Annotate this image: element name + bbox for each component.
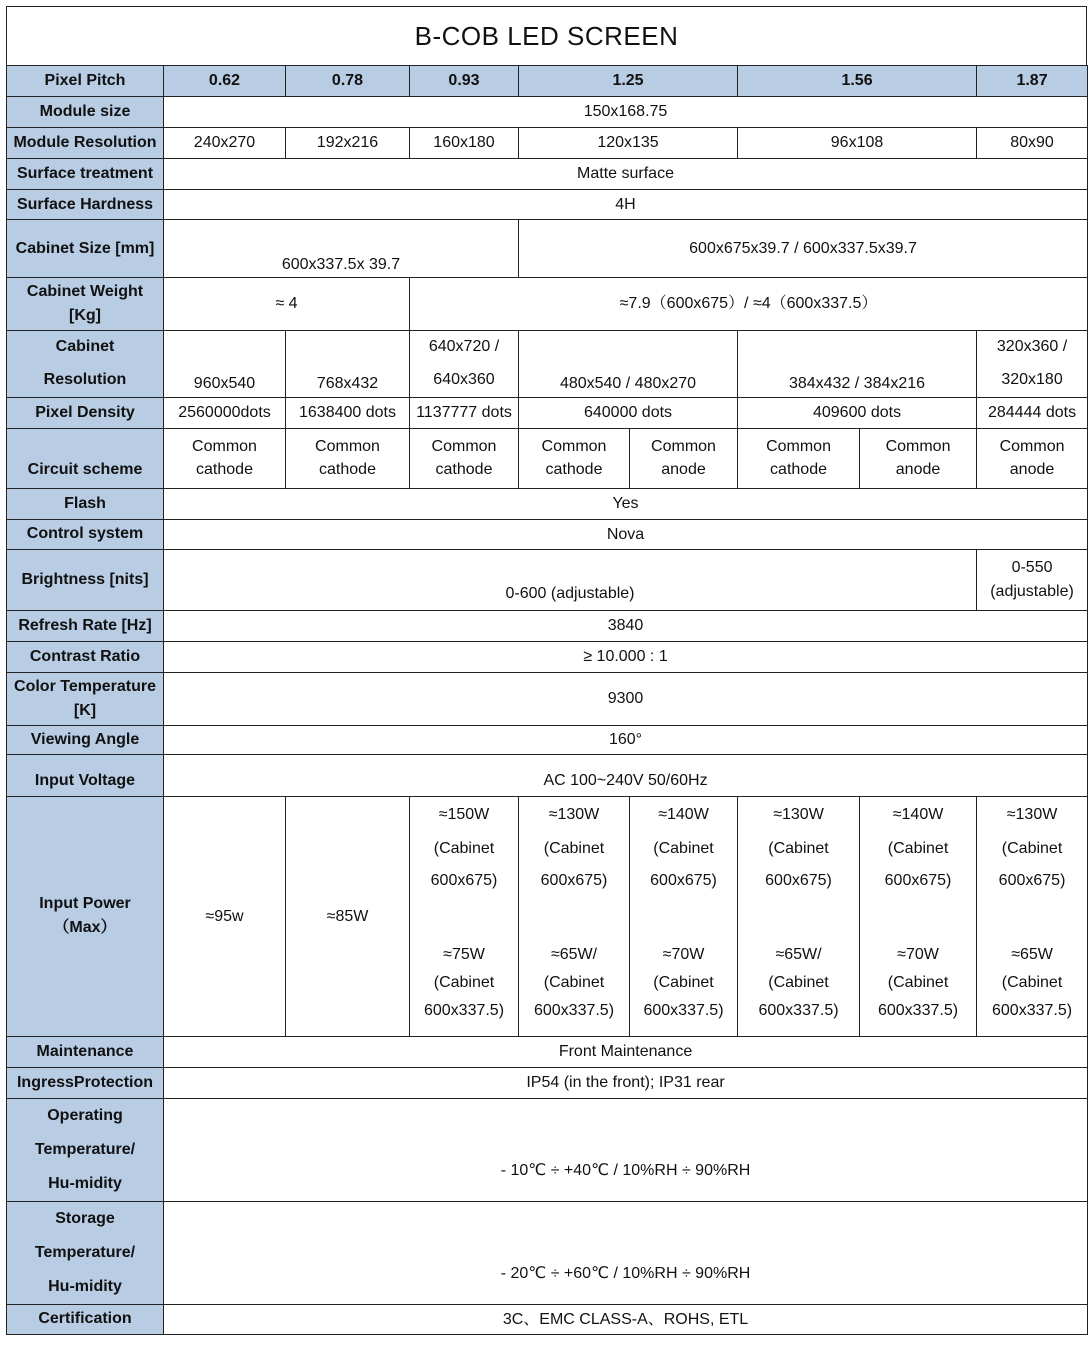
pitch-header: 1.25 <box>519 66 738 97</box>
row-label: Module Resolution <box>7 128 164 159</box>
row-label: Module size <box>7 97 164 128</box>
power-cell <box>630 796 738 1036</box>
cell-line: 320x180 <box>1001 370 1063 388</box>
table-cell: IP54 (in the front); IP31 rear <box>164 1067 1088 1098</box>
row-label: Maintenance <box>7 1036 164 1067</box>
table-cell: 3840 <box>164 610 1088 641</box>
power-half: ≈70W <box>897 945 939 963</box>
power-half: ≈75W <box>443 945 485 963</box>
power-full: ≈140W <box>658 805 709 823</box>
operating-row <box>7 1098 1088 1201</box>
table-cell: Front Maintenance <box>164 1036 1088 1067</box>
cabinet-size: 600x337.5) <box>423 1001 505 1019</box>
cell-line: 320x360 / <box>996 338 1068 355</box>
cabinet-word: (Cabinet <box>543 839 605 857</box>
cabinet-size: 600x675) <box>998 871 1066 889</box>
storage-row <box>7 1201 1088 1304</box>
table-cell: ≥ 10.000 : 1 <box>164 641 1088 672</box>
table-cell <box>977 331 1088 398</box>
table-cell: Common cathode <box>519 428 630 488</box>
table-cell: 0-550 (adjustable) <box>977 549 1088 610</box>
table-cell: - 10℃ ÷ +40℃ / 10%RH ÷ 90%RH <box>164 1098 1088 1201</box>
cabinet-word: (Cabinet <box>768 973 829 991</box>
row-label: Control system <box>7 519 164 549</box>
table-cell: 0-600 (adjustable) <box>164 549 977 610</box>
table-cell: 1638400 dots <box>286 397 410 428</box>
table-cell: Common anode <box>630 428 738 488</box>
maintenance-row <box>7 1036 1088 1067</box>
table-cell: Common anode <box>860 428 977 488</box>
cabinet-word: (Cabinet <box>1001 839 1063 857</box>
cabinet-size: 600x675) <box>430 871 498 889</box>
table-cell: 192x216 <box>286 128 410 159</box>
table-cell: Common anode <box>977 428 1088 488</box>
table-cell: 768x432 <box>286 331 410 398</box>
cabinet-weight-row <box>7 278 1088 331</box>
input-power-row <box>7 796 1088 1036</box>
row-label: Pixel Density <box>7 397 164 428</box>
row-label: Viewing Angle <box>7 725 164 754</box>
cabinet-size: 600x337.5) <box>758 1001 839 1019</box>
pitch-header: 0.62 <box>164 66 286 97</box>
row-label-line: Cabinet <box>55 338 115 355</box>
table-cell: Nova <box>164 519 1088 549</box>
sheet-title: B-COB LED SCREEN <box>6 6 1087 65</box>
table-cell: - 20℃ ÷ +60℃ / 10%RH ÷ 90%RH <box>164 1201 1088 1304</box>
pixel-pitch-label: Pixel Pitch <box>7 66 164 97</box>
pitch-header: 1.56 <box>738 66 977 97</box>
power-half: ≈65W/ <box>775 945 822 963</box>
power-half: ≈65W/ <box>550 945 598 963</box>
row-label <box>7 1201 164 1304</box>
certification-row <box>7 1304 1088 1334</box>
surface-treatment-row <box>7 159 1088 190</box>
row-label: Input Voltage <box>7 754 164 796</box>
cabinet-size-row <box>7 220 1088 278</box>
spec-sheet <box>6 6 1087 1335</box>
surface-hardness-row <box>7 190 1088 220</box>
row-label <box>7 796 164 1036</box>
table-cell: 3C、EMC CLASS-A、ROHS, ETL <box>164 1304 1088 1334</box>
row-label-line: Hu-midity <box>48 1174 122 1192</box>
table-cell: Common cathode <box>410 428 519 488</box>
power-cell <box>410 796 519 1036</box>
cabinet-size: 600x337.5) <box>992 1001 1073 1019</box>
module-size-value: 150x168.75 <box>164 97 1088 128</box>
table-cell: 640000 dots <box>519 397 738 428</box>
flash-row <box>7 488 1088 519</box>
table-cell: 4H <box>164 190 1088 220</box>
table-cell: 240x270 <box>164 128 286 159</box>
cabinet-resolution-row <box>7 331 1088 398</box>
row-label-line: Temperature/ <box>34 1140 136 1158</box>
row-label: Flash <box>7 488 164 519</box>
row-label-line: Hu-midity <box>48 1277 122 1295</box>
power-cell <box>860 796 977 1036</box>
table-cell: 960x540 <box>164 331 286 398</box>
module-size-row <box>7 97 1088 128</box>
row-label: Circuit scheme <box>7 428 164 488</box>
table-cell: ≈85W <box>286 796 410 1036</box>
table-cell: 284444 dots <box>977 397 1088 428</box>
table-cell <box>410 331 519 398</box>
pitch-header: 0.78 <box>286 66 410 97</box>
power-cell <box>519 796 630 1036</box>
row-label-line: Storage <box>55 1209 115 1227</box>
row-label-line: Temperature/ <box>34 1243 136 1261</box>
cabinet-size: 600x675) <box>540 871 608 889</box>
power-cell <box>977 796 1088 1036</box>
cabinet-word: (Cabinet <box>433 839 495 857</box>
row-label: IngressProtection <box>7 1067 164 1098</box>
cabinet-word: (Cabinet <box>768 839 829 857</box>
ingress-protection-row <box>7 1067 1088 1098</box>
table-cell: 160° <box>164 725 1088 754</box>
row-label: Certification <box>7 1304 164 1334</box>
pixel-density-row <box>7 397 1088 428</box>
table-cell: 96x108 <box>738 128 977 159</box>
cabinet-size: 600x337.5) <box>643 1001 724 1019</box>
row-label: Cabinet Size [mm] <box>7 220 164 278</box>
table-cell: 9300 <box>164 672 1088 725</box>
cell-line: 640x360 <box>433 370 495 388</box>
table-cell: 120x135 <box>519 128 738 159</box>
brightness-row <box>7 549 1088 610</box>
table-cell: Common cathode <box>286 428 410 488</box>
row-label: Contrast Ratio <box>7 641 164 672</box>
row-label-line: Operating <box>47 1106 123 1124</box>
cabinet-word: (Cabinet <box>887 839 949 857</box>
row-label: Color Temperature [K] <box>7 672 164 725</box>
power-half: ≈70W <box>662 945 705 963</box>
table-cell: ≈7.9（600x675）/ ≈4（600x337.5） <box>410 278 1088 331</box>
power-full: ≈150W <box>438 805 490 823</box>
row-label: Surface Hardness <box>7 190 164 220</box>
table-cell: 409600 dots <box>738 397 977 428</box>
power-full: ≈140W <box>892 805 944 823</box>
contrast-ratio-row <box>7 641 1088 672</box>
cabinet-word: (Cabinet <box>433 973 495 991</box>
cabinet-word: (Cabinet <box>1001 973 1063 991</box>
row-label-line: （Max） <box>53 919 117 937</box>
power-cell <box>738 796 860 1036</box>
table-cell: ≈ 4 <box>164 278 410 331</box>
power-full: ≈130W <box>773 805 824 823</box>
pixel-pitch-row <box>7 66 1088 97</box>
cabinet-size: 600x337.5) <box>877 1001 959 1019</box>
row-label: Brightness [nits] <box>7 549 164 610</box>
viewing-angle-row <box>7 725 1088 754</box>
circuit-scheme-row <box>7 428 1088 488</box>
row-label: Surface treatment <box>7 159 164 190</box>
cabinet-size: 600x337.5) <box>533 1001 615 1019</box>
row-label <box>7 331 164 398</box>
table-cell: Common cathode <box>738 428 860 488</box>
table-cell: 2560000dots <box>164 397 286 428</box>
cabinet-word: (Cabinet <box>887 973 949 991</box>
table-cell: ≈95w <box>164 796 286 1036</box>
cell-line: 640x720 / <box>428 338 500 355</box>
power-full: ≈130W <box>1006 805 1058 823</box>
cabinet-size: 600x675) <box>884 871 952 889</box>
row-label: Cabinet Weight [Kg] <box>7 278 164 331</box>
row-label-line: Resolution <box>43 370 127 388</box>
table-cell: 80x90 <box>977 128 1088 159</box>
refresh-rate-row <box>7 610 1088 641</box>
table-cell: 600x337.5x 39.7 <box>164 220 519 278</box>
table-cell: Matte surface <box>164 159 1088 190</box>
power-full: ≈130W <box>548 805 600 823</box>
table-cell: 480x540 / 480x270 <box>519 331 738 398</box>
cabinet-size: 600x675) <box>650 871 717 889</box>
table-cell: 384x432 / 384x216 <box>738 331 977 398</box>
input-voltage-row <box>7 754 1088 796</box>
table-cell: AC 100~240V 50/60Hz <box>164 754 1088 796</box>
color-temperature-row <box>7 672 1088 725</box>
table-cell: Common cathode <box>164 428 286 488</box>
cabinet-word: (Cabinet <box>653 839 714 857</box>
control-system-row <box>7 519 1088 549</box>
row-label-line: Input Power <box>39 895 131 913</box>
module-resolution-row <box>7 128 1088 159</box>
pitch-header: 0.93 <box>410 66 519 97</box>
table-cell: 160x180 <box>410 128 519 159</box>
row-label: Refresh Rate [Hz] <box>7 610 164 641</box>
cabinet-word: (Cabinet <box>543 973 605 991</box>
table-cell: Yes <box>164 488 1088 519</box>
cabinet-size: 600x675) <box>765 871 832 889</box>
table-cell: 1137777 dots <box>410 397 519 428</box>
cabinet-word: (Cabinet <box>653 973 714 991</box>
pitch-header: 1.87 <box>977 66 1088 97</box>
power-half: ≈65W <box>1011 945 1053 963</box>
spec-table <box>6 65 1088 1335</box>
table-cell: 600x675x39.7 / 600x337.5x39.7 <box>519 220 1088 278</box>
row-label <box>7 1098 164 1201</box>
